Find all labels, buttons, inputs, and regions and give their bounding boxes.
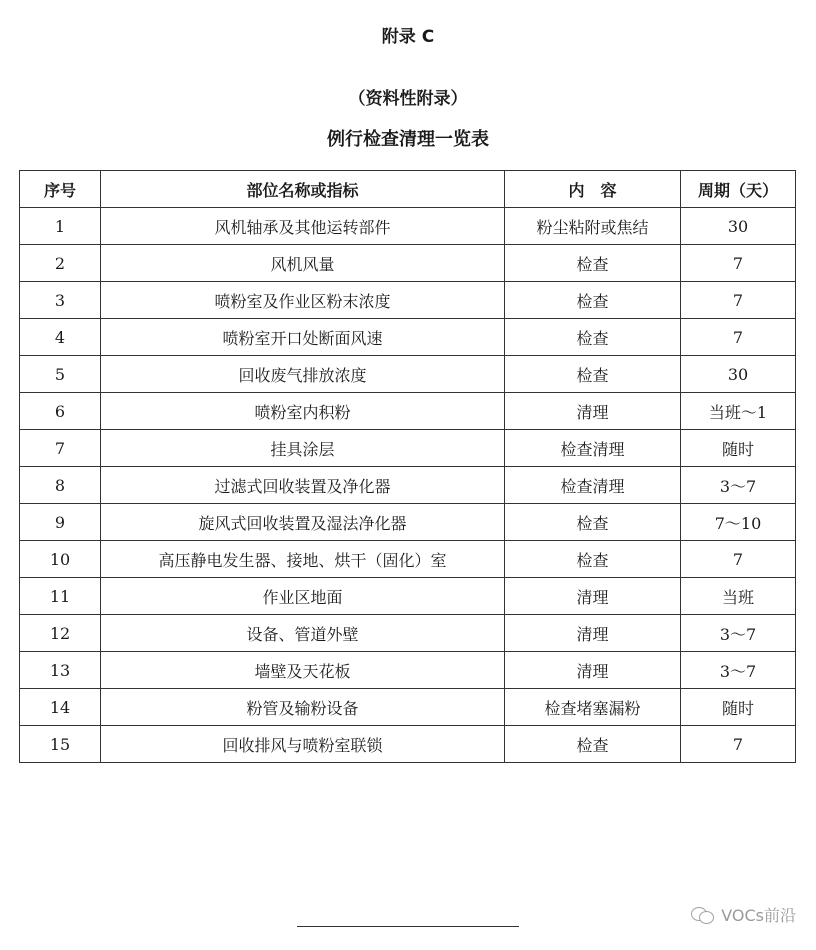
cell-cycle: 30 [681, 356, 796, 393]
cell-part: 喷粉室及作业区粉末浓度 [101, 282, 505, 319]
cell-content: 检查 [505, 504, 681, 541]
cell-content: 检查清理 [505, 467, 681, 504]
cell-no: 10 [20, 541, 101, 578]
cell-no: 4 [20, 319, 101, 356]
cell-content: 清理 [505, 615, 681, 652]
cell-content: 清理 [505, 393, 681, 430]
table-row [20, 430, 796, 467]
header-part: 部位名称或指标 [101, 171, 505, 208]
table-row [20, 726, 796, 763]
cell-cycle: 30 [681, 208, 796, 245]
cell-no: 5 [20, 356, 101, 393]
cell-no: 3 [20, 282, 101, 319]
cell-no: 9 [20, 504, 101, 541]
cell-cycle: 7 [681, 245, 796, 282]
table-row [20, 467, 796, 504]
cell-cycle: 7 [681, 319, 796, 356]
cell-content: 检查清理 [505, 430, 681, 467]
table-row [20, 689, 796, 726]
cell-content: 检查 [505, 726, 681, 763]
appendix-type: （资料性附录） [348, 89, 468, 109]
cell-part: 风机轴承及其他运转部件 [101, 208, 505, 245]
cell-no: 6 [20, 393, 101, 430]
cell-content: 检查 [505, 282, 681, 319]
cell-no: 7 [20, 430, 101, 467]
cell-part: 旋风式回收装置及湿法净化器 [101, 504, 505, 541]
table-row [20, 578, 796, 615]
cell-no: 12 [20, 615, 101, 652]
cell-part: 回收废气排放浓度 [101, 356, 505, 393]
table-row [20, 615, 796, 652]
table-row [20, 356, 796, 393]
watermark-text: VOCs前沿 [721, 906, 796, 925]
cell-content: 清理 [505, 578, 681, 615]
table-row [20, 319, 796, 356]
cell-no: 15 [20, 726, 101, 763]
cell-cycle: 7 [681, 541, 796, 578]
cell-no: 13 [20, 652, 101, 689]
cell-part: 回收排风与喷粉室联锁 [101, 726, 505, 763]
cell-cycle: 3～7 [681, 615, 796, 652]
cell-cycle: 7 [681, 282, 796, 319]
cell-content: 检查 [505, 319, 681, 356]
cell-cycle: 3～7 [681, 467, 796, 504]
wechat-icon [691, 905, 715, 925]
header-cycle: 周期（天） [681, 171, 796, 208]
document-title: 例行检查清理一览表 [327, 129, 489, 150]
cell-no: 8 [20, 467, 101, 504]
table-header-row [20, 171, 796, 208]
cell-cycle: 7～10 [681, 504, 796, 541]
cell-cycle: 随时 [681, 430, 796, 467]
table-row [20, 504, 796, 541]
cell-cycle: 3～7 [681, 652, 796, 689]
inspection-table [19, 170, 796, 763]
table-row [20, 652, 796, 689]
watermark [691, 903, 796, 926]
cell-no: 1 [20, 208, 101, 245]
table-row [20, 393, 796, 430]
cell-cycle: 7 [681, 726, 796, 763]
cell-cycle: 当班 [681, 578, 796, 615]
cell-cycle: 当班～1 [681, 393, 796, 430]
cell-content: 粉尘粘附或焦结 [505, 208, 681, 245]
cell-part: 过滤式回收装置及净化器 [101, 467, 505, 504]
table-row [20, 282, 796, 319]
cell-part: 墙壁及天花板 [101, 652, 505, 689]
table-row [20, 208, 796, 245]
cell-content: 检查 [505, 541, 681, 578]
cell-part: 高压静电发生器、接地、烘干（固化）室 [101, 541, 505, 578]
table-body [20, 208, 796, 763]
cell-part: 粉管及输粉设备 [101, 689, 505, 726]
bottom-rule [297, 926, 519, 927]
cell-content: 清理 [505, 652, 681, 689]
cell-no: 11 [20, 578, 101, 615]
cell-no: 2 [20, 245, 101, 282]
table-row [20, 541, 796, 578]
cell-part: 作业区地面 [101, 578, 505, 615]
appendix-title: 附录 C [381, 27, 435, 47]
cell-content: 检查 [505, 245, 681, 282]
cell-part: 风机风量 [101, 245, 505, 282]
cell-part: 挂具涂层 [101, 430, 505, 467]
cell-part: 设备、管道外壁 [101, 615, 505, 652]
cell-part: 喷粉室开口处断面风速 [101, 319, 505, 356]
cell-no: 14 [20, 689, 101, 726]
table-row [20, 245, 796, 282]
cell-content: 检查堵塞漏粉 [505, 689, 681, 726]
header-no: 序号 [20, 171, 101, 208]
cell-cycle: 随时 [681, 689, 796, 726]
header-content: 内 容 [505, 171, 681, 208]
cell-content: 检查 [505, 356, 681, 393]
cell-part: 喷粉室内积粉 [101, 393, 505, 430]
